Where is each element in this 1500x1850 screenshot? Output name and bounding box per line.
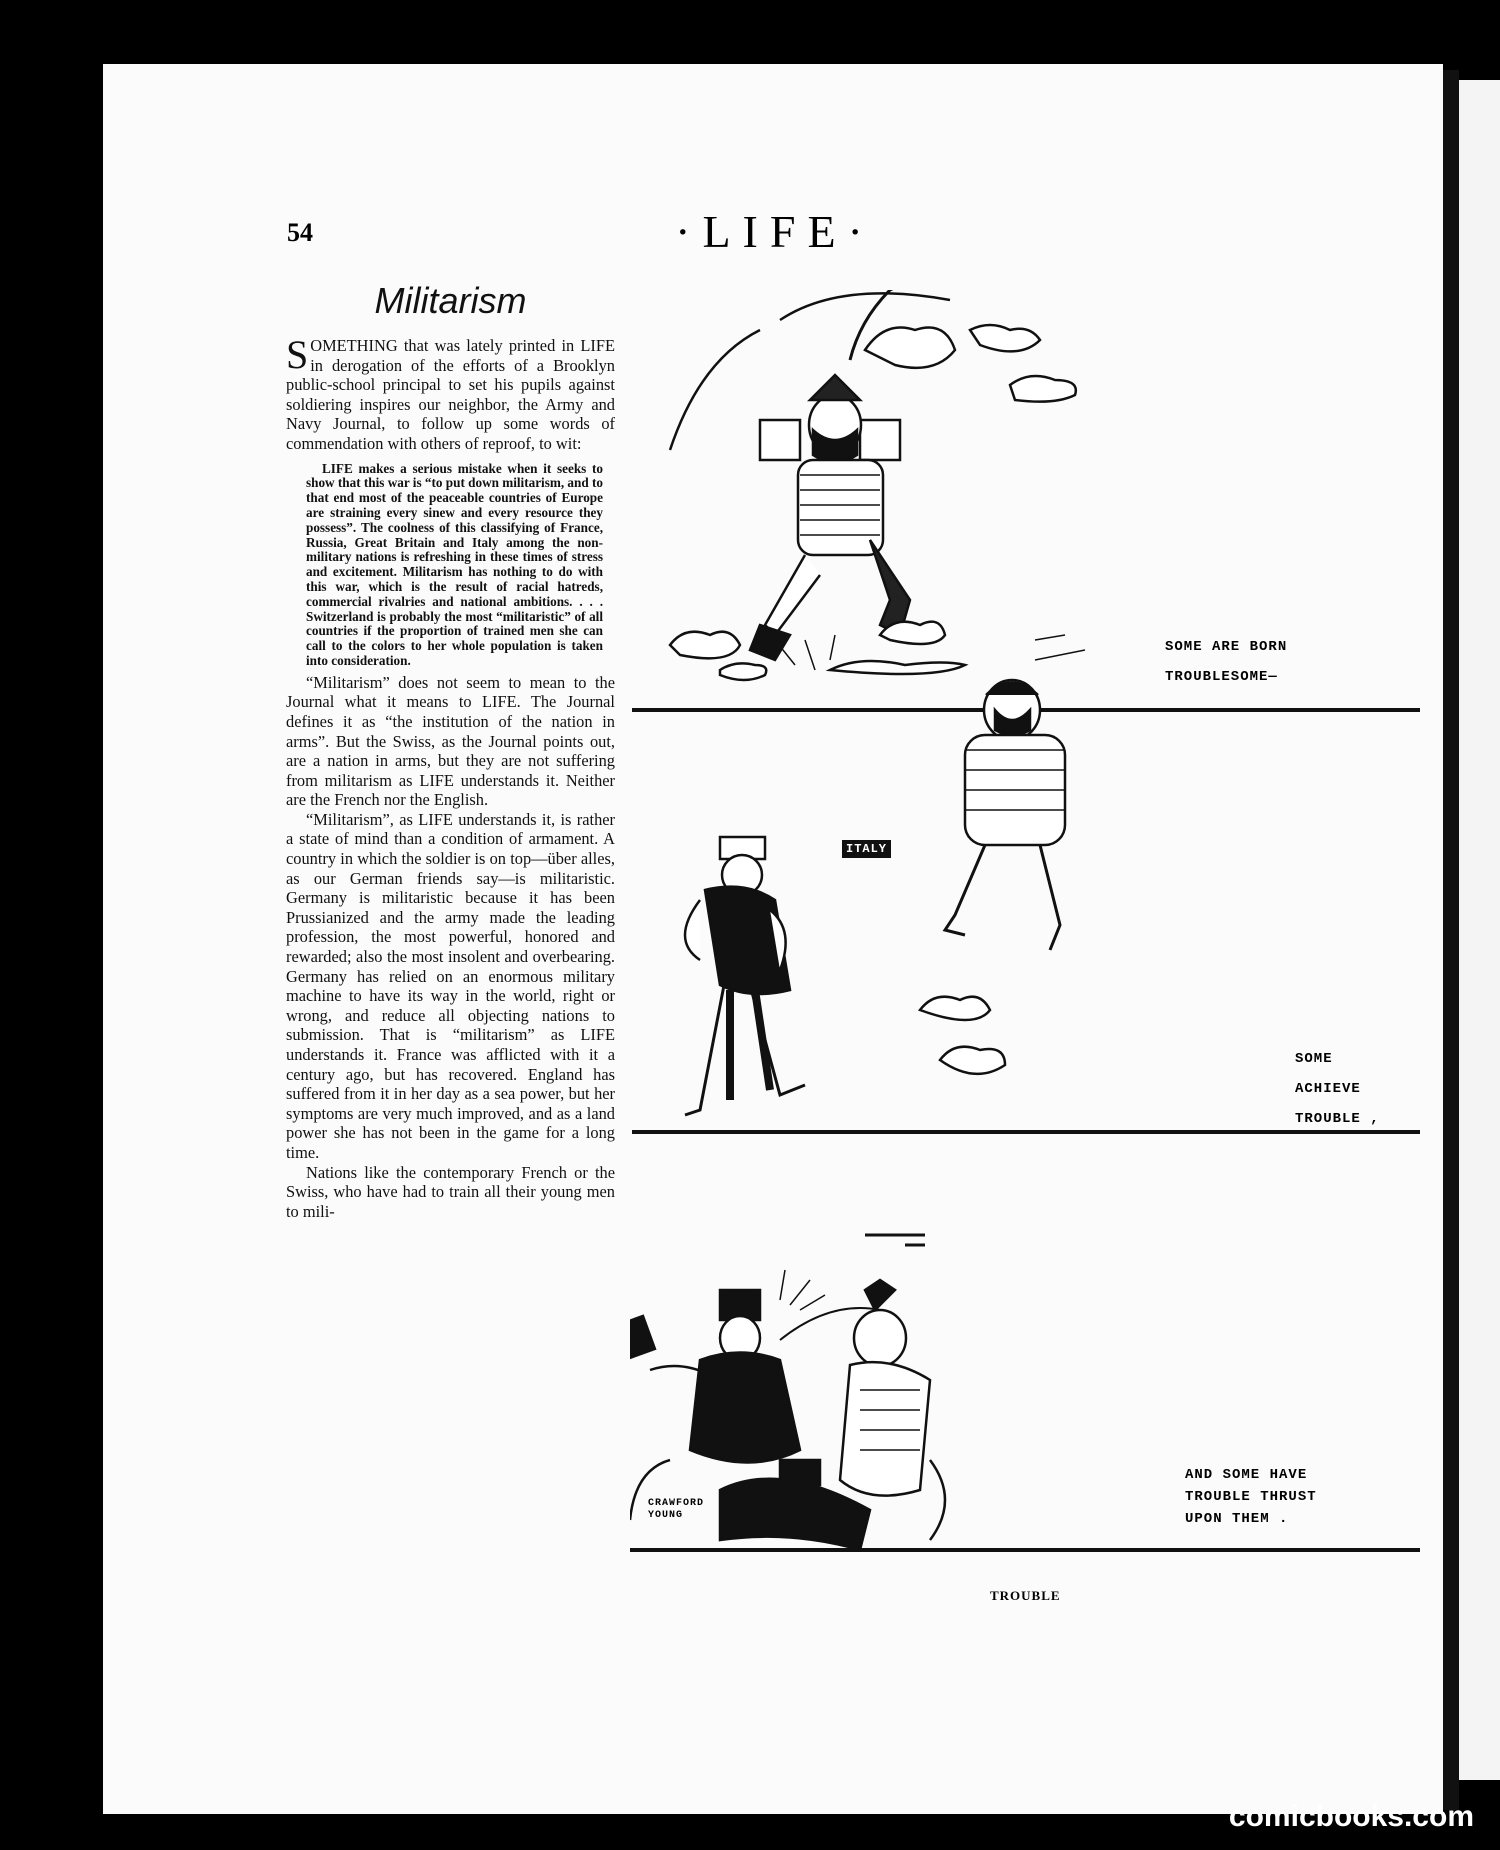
caption-born-troublesome: SOME ARE BORN TROUBLESOME— bbox=[1165, 639, 1288, 685]
drop-cap: S bbox=[286, 332, 309, 377]
masthead: ·LIFE· bbox=[675, 206, 875, 257]
caption-trouble-thrust: AND SOME HAVE TROUBLE THRUST UPON THEM . bbox=[1185, 1467, 1317, 1527]
paragraph-1 bbox=[286, 332, 615, 454]
watermark: comicbooks.com bbox=[1228, 1800, 1474, 1833]
paragraph-3: “Militarism”, as LIFE understands it, is rather a state of mind than a condition of armament. A country in which the soldier is on top—über alles, as our German friends say—is militaristic. Germany is militaristic because it has been Prussianized and the army made the leading profession, the most powerful, honored and rewarded; also the most insolent and overbearing. Germany has relied on an enormous military machine to have its way in the world, right or wrong, and reduce all objecting nations to submission. That is “militarism” as LIFE understands it. France was afflicted with it a century ago, but has recovered. England has suffered from it in her day as a sea power, but her symptoms are very much improved, and as a land power she has not been in the game for a long time. bbox=[286, 809, 615, 1162]
page-edge bbox=[1443, 70, 1459, 1810]
paragraph-4: Nations like the contemporary French or the Swiss, who have had to train all their young men to mili- bbox=[286, 1162, 615, 1221]
article bbox=[286, 280, 615, 1221]
quoted-passage: LIFE makes a serious mistake when it seeks to show that this war is “to put down militarism, and to that end most of the peaceable countries of Europe are straining every sinew and every resource they possess”. The coolness of this classifying of France, Russia, Great Britain and Italy among the non-military nations is refreshing in these times of stress and excitement. Militarism has nothing to do with this war, which is the result of racial hatreds, commercial rivalries and national ambitions. . . . Switzerland is probably the most “militaristic” of all countries if the proportion of trained men she can call to the colors to her whole population is taken into consideration. bbox=[306, 460, 603, 668]
panel-1-drawing bbox=[670, 290, 1076, 680]
page-number: 54 bbox=[287, 218, 313, 247]
italy-hat-label: ITALY bbox=[842, 840, 891, 858]
cartoon-title: TROUBLE bbox=[990, 1588, 1061, 1603]
paragraph-2: “Militarism” does not seem to mean to the Journal what it means to LIFE. The Journal defines it as “the institution of the nation in arms”. But the Swiss, as the Journal points out, are a nation in arms, but they are not suffering from militarism as LIFE understands it. Neither are the French nor the English. bbox=[286, 672, 615, 810]
panel-2-drawing bbox=[685, 635, 1085, 1115]
next-page-strip bbox=[1459, 80, 1500, 1780]
cartoon-panels bbox=[630, 290, 1420, 1620]
caption-achieve-trouble: SOME ACHIEVE TROUBLE , bbox=[1295, 1051, 1380, 1127]
cartoon-illustration bbox=[630, 290, 1420, 1620]
artist-signature: CRAWFORD YOUNG bbox=[648, 1498, 705, 1521]
paragraph-1-body: OMETHING that was lately printed in LIFE in derogation of the efforts of a Brooklyn public-school principal to set his pupils against soldiering inspires our neighbor, the Army and Navy Journal, to follow up some words of commendation with others of reproof, to wit: bbox=[286, 336, 615, 453]
article-title: Militarism bbox=[374, 280, 527, 321]
